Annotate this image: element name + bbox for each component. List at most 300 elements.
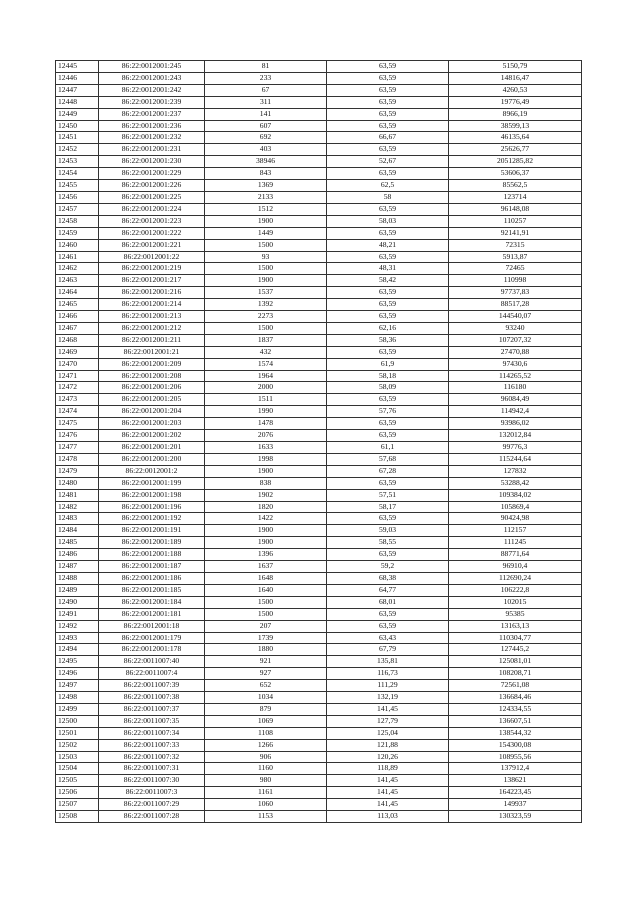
rate-cell: 111,29 — [327, 680, 449, 692]
cadastral-number-cell: 86:22:0012001:222 — [99, 227, 205, 239]
value-cell: 114265,52 — [449, 370, 582, 382]
area-cell: 1161 — [205, 787, 327, 799]
table-row — [56, 346, 582, 358]
area-cell: 1990 — [205, 406, 327, 418]
value-cell: 149937 — [449, 799, 582, 811]
value-cell: 25626,77 — [449, 144, 582, 156]
value-cell: 88517,28 — [449, 299, 582, 311]
row-number-cell: 12445 — [56, 61, 99, 73]
cadastral-number-cell: 86:22:0012001:229 — [99, 168, 205, 180]
rate-cell: 67,79 — [327, 644, 449, 656]
row-number-cell: 12485 — [56, 537, 99, 549]
cadastral-number-cell: 86:22:0012001:206 — [99, 382, 205, 394]
value-cell: 115244,64 — [449, 453, 582, 465]
row-number-cell: 12483 — [56, 513, 99, 525]
row-number-cell: 12487 — [56, 561, 99, 573]
row-number-cell: 12492 — [56, 620, 99, 632]
row-number-cell: 12505 — [56, 775, 99, 787]
cadastral-number-cell: 86:22:0012001:205 — [99, 394, 205, 406]
row-number-cell: 12507 — [56, 799, 99, 811]
cadastral-number-cell: 86:22:0012001:217 — [99, 275, 205, 287]
cadastral-number-cell: 86:22:0012001:203 — [99, 418, 205, 430]
rate-cell: 125,04 — [327, 727, 449, 739]
cadastral-value-table — [55, 60, 582, 823]
row-number-cell: 12465 — [56, 299, 99, 311]
cadastral-number-cell: 86:22:0012001:204 — [99, 406, 205, 418]
table-row — [56, 715, 582, 727]
cadastral-number-cell: 86:22:0012001:181 — [99, 608, 205, 620]
value-cell: 85562,5 — [449, 180, 582, 192]
cadastral-number-cell: 86:22:0012001:219 — [99, 263, 205, 275]
rate-cell: 121,88 — [327, 739, 449, 751]
row-number-cell: 12471 — [56, 370, 99, 382]
table-row — [56, 596, 582, 608]
value-cell: 93240 — [449, 322, 582, 334]
table-row — [56, 549, 582, 561]
table-row — [56, 632, 582, 644]
cadastral-number-cell: 86:22:0011007:35 — [99, 715, 205, 727]
row-number-cell: 12504 — [56, 763, 99, 775]
table-row — [56, 513, 582, 525]
value-cell: 111245 — [449, 537, 582, 549]
rate-cell: 63,59 — [327, 477, 449, 489]
area-cell: 207 — [205, 620, 327, 632]
rate-cell: 58 — [327, 191, 449, 203]
cadastral-number-cell: 86:22:0012001:216 — [99, 287, 205, 299]
cadastral-number-cell: 86:22:0012001:209 — [99, 358, 205, 370]
table-row — [56, 168, 582, 180]
rate-cell: 58,55 — [327, 537, 449, 549]
row-number-cell: 12501 — [56, 727, 99, 739]
table-row — [56, 215, 582, 227]
table-row — [56, 311, 582, 323]
row-number-cell: 12466 — [56, 311, 99, 323]
table-row — [56, 727, 582, 739]
table-row — [56, 156, 582, 168]
cadastral-number-cell: 86:22:0012001:221 — [99, 239, 205, 251]
row-number-cell: 12506 — [56, 787, 99, 799]
table-row — [56, 239, 582, 251]
area-cell: 1998 — [205, 453, 327, 465]
area-cell: 838 — [205, 477, 327, 489]
rate-cell: 118,89 — [327, 763, 449, 775]
rate-cell: 63,59 — [327, 203, 449, 215]
area-cell: 607 — [205, 120, 327, 132]
cadastral-number-cell: 86:22:0012001:21 — [99, 346, 205, 358]
cadastral-number-cell: 86:22:0012001:201 — [99, 442, 205, 454]
table-row — [56, 430, 582, 442]
area-cell: 1500 — [205, 322, 327, 334]
value-cell: 109384,02 — [449, 489, 582, 501]
cadastral-number-cell: 86:22:0012001:179 — [99, 632, 205, 644]
row-number-cell: 12502 — [56, 739, 99, 751]
table-row — [56, 442, 582, 454]
rate-cell: 116,73 — [327, 668, 449, 680]
row-number-cell: 12464 — [56, 287, 99, 299]
row-number-cell: 12451 — [56, 132, 99, 144]
row-number-cell: 12478 — [56, 453, 99, 465]
area-cell: 2133 — [205, 191, 327, 203]
area-cell: 311 — [205, 96, 327, 108]
row-number-cell: 12497 — [56, 680, 99, 692]
rate-cell: 127,79 — [327, 715, 449, 727]
area-cell: 1900 — [205, 465, 327, 477]
value-cell: 164223,45 — [449, 787, 582, 799]
rate-cell: 57,68 — [327, 453, 449, 465]
rate-cell: 63,59 — [327, 96, 449, 108]
row-number-cell: 12500 — [56, 715, 99, 727]
rate-cell: 58,03 — [327, 215, 449, 227]
area-cell: 1880 — [205, 644, 327, 656]
cadastral-number-cell: 86:22:0012001:213 — [99, 311, 205, 323]
area-cell: 403 — [205, 144, 327, 156]
value-cell: 88771,64 — [449, 549, 582, 561]
rate-cell: 61,1 — [327, 442, 449, 454]
row-number-cell: 12450 — [56, 120, 99, 132]
cadastral-number-cell: 86:22:0012001:196 — [99, 501, 205, 513]
row-number-cell: 12461 — [56, 251, 99, 263]
area-cell: 1739 — [205, 632, 327, 644]
rate-cell: 63,59 — [327, 108, 449, 120]
rate-cell: 141,45 — [327, 703, 449, 715]
row-number-cell: 12468 — [56, 334, 99, 346]
rate-cell: 68,01 — [327, 596, 449, 608]
value-cell: 53288,42 — [449, 477, 582, 489]
value-cell: 114942,4 — [449, 406, 582, 418]
table-row — [56, 668, 582, 680]
cadastral-number-cell: 86:22:0012001:232 — [99, 132, 205, 144]
value-cell: 53606,37 — [449, 168, 582, 180]
rate-cell: 63,59 — [327, 251, 449, 263]
rate-cell: 63,59 — [327, 61, 449, 73]
area-cell: 1537 — [205, 287, 327, 299]
table-row — [56, 191, 582, 203]
table-row — [56, 465, 582, 477]
value-cell: 116180 — [449, 382, 582, 394]
table-row — [56, 584, 582, 596]
rate-cell: 64,77 — [327, 584, 449, 596]
value-cell: 90424,98 — [449, 513, 582, 525]
rate-cell: 63,59 — [327, 394, 449, 406]
table-row — [56, 775, 582, 787]
table-row — [56, 287, 582, 299]
table-row — [56, 72, 582, 84]
cadastral-number-cell: 86:22:0012001:199 — [99, 477, 205, 489]
area-cell: 1449 — [205, 227, 327, 239]
cadastral-number-cell: 86:22:0012001:239 — [99, 96, 205, 108]
rate-cell: 63,59 — [327, 168, 449, 180]
cadastral-number-cell: 86:22:0012001:200 — [99, 453, 205, 465]
cadastral-number-cell: 86:22:0012001:212 — [99, 322, 205, 334]
cadastral-number-cell: 86:22:0012001:224 — [99, 203, 205, 215]
value-cell: 2051285,82 — [449, 156, 582, 168]
value-cell: 110257 — [449, 215, 582, 227]
area-cell: 1500 — [205, 596, 327, 608]
rate-cell: 57,76 — [327, 406, 449, 418]
table-row — [56, 703, 582, 715]
cadastral-number-cell: 86:22:0011007:31 — [99, 763, 205, 775]
value-cell: 19776,49 — [449, 96, 582, 108]
value-cell: 38599,13 — [449, 120, 582, 132]
row-number-cell: 12476 — [56, 430, 99, 442]
area-cell: 1902 — [205, 489, 327, 501]
rate-cell: 58,42 — [327, 275, 449, 287]
value-cell: 92141,91 — [449, 227, 582, 239]
value-cell: 96910,4 — [449, 561, 582, 573]
rate-cell: 63,59 — [327, 287, 449, 299]
row-number-cell: 12484 — [56, 525, 99, 537]
value-cell: 144540,07 — [449, 311, 582, 323]
table-row — [56, 787, 582, 799]
cadastral-number-cell: 86:22:0011007:32 — [99, 751, 205, 763]
cadastral-number-cell: 86:22:0012001:225 — [99, 191, 205, 203]
area-cell: 2000 — [205, 382, 327, 394]
value-cell: 96148,08 — [449, 203, 582, 215]
row-number-cell: 12480 — [56, 477, 99, 489]
area-cell: 38946 — [205, 156, 327, 168]
rate-cell: 63,59 — [327, 311, 449, 323]
rate-cell: 63,59 — [327, 299, 449, 311]
rate-cell: 63,59 — [327, 513, 449, 525]
area-cell: 432 — [205, 346, 327, 358]
rate-cell: 63,59 — [327, 72, 449, 84]
row-number-cell: 12460 — [56, 239, 99, 251]
value-cell: 154300,08 — [449, 739, 582, 751]
rate-cell: 141,45 — [327, 787, 449, 799]
cadastral-number-cell: 86:22:0012001:192 — [99, 513, 205, 525]
area-cell: 1637 — [205, 561, 327, 573]
row-number-cell: 12489 — [56, 584, 99, 596]
row-number-cell: 12474 — [56, 406, 99, 418]
row-number-cell: 12498 — [56, 692, 99, 704]
row-number-cell: 12459 — [56, 227, 99, 239]
table-row — [56, 322, 582, 334]
row-number-cell: 12448 — [56, 96, 99, 108]
table-row — [56, 299, 582, 311]
area-cell: 652 — [205, 680, 327, 692]
table-row — [56, 620, 582, 632]
table-row — [56, 382, 582, 394]
value-cell: 107207,32 — [449, 334, 582, 346]
table-row — [56, 120, 582, 132]
value-cell: 130323,59 — [449, 811, 582, 823]
rate-cell: 63,59 — [327, 144, 449, 156]
row-number-cell: 12446 — [56, 72, 99, 84]
value-cell: 112690,24 — [449, 572, 582, 584]
value-cell: 110998 — [449, 275, 582, 287]
area-cell: 1153 — [205, 811, 327, 823]
table-row — [56, 656, 582, 668]
rate-cell: 66,67 — [327, 132, 449, 144]
value-cell: 46135,64 — [449, 132, 582, 144]
row-number-cell: 12479 — [56, 465, 99, 477]
cadastral-number-cell: 86:22:0012001:208 — [99, 370, 205, 382]
area-cell: 1500 — [205, 239, 327, 251]
area-cell: 1069 — [205, 715, 327, 727]
cadastral-number-cell: 86:22:0012001:185 — [99, 584, 205, 596]
cadastral-number-cell: 86:22:0012001:231 — [99, 144, 205, 156]
area-cell: 233 — [205, 72, 327, 84]
cadastral-number-cell: 86:22:0012001:178 — [99, 644, 205, 656]
cadastral-number-cell: 86:22:0012001:226 — [99, 180, 205, 192]
cadastral-number-cell: 86:22:0012001:186 — [99, 572, 205, 584]
cadastral-number-cell: 86:22:0012001:236 — [99, 120, 205, 132]
area-cell: 692 — [205, 132, 327, 144]
table-row — [56, 203, 582, 215]
value-cell: 136607,51 — [449, 715, 582, 727]
area-cell: 1500 — [205, 608, 327, 620]
table-row — [56, 537, 582, 549]
rate-cell: 63,59 — [327, 549, 449, 561]
area-cell: 1369 — [205, 180, 327, 192]
area-cell: 1837 — [205, 334, 327, 346]
table-row — [56, 394, 582, 406]
table-row — [56, 180, 582, 192]
cadastral-number-cell: 86:22:0012001:187 — [99, 561, 205, 573]
area-cell: 906 — [205, 751, 327, 763]
area-cell: 1648 — [205, 572, 327, 584]
value-cell: 72465 — [449, 263, 582, 275]
value-cell: 93986,02 — [449, 418, 582, 430]
table-row — [56, 144, 582, 156]
row-number-cell: 12481 — [56, 489, 99, 501]
table-row — [56, 108, 582, 120]
table-row — [56, 358, 582, 370]
rate-cell: 67,28 — [327, 465, 449, 477]
value-cell: 132012,84 — [449, 430, 582, 442]
row-number-cell: 12463 — [56, 275, 99, 287]
rate-cell: 52,67 — [327, 156, 449, 168]
row-number-cell: 12473 — [56, 394, 99, 406]
value-cell: 108955,56 — [449, 751, 582, 763]
area-cell: 843 — [205, 168, 327, 180]
rate-cell: 63,59 — [327, 120, 449, 132]
value-cell: 72561,08 — [449, 680, 582, 692]
row-number-cell: 12503 — [56, 751, 99, 763]
cadastral-number-cell: 86:22:0012001:188 — [99, 549, 205, 561]
area-cell: 1900 — [205, 537, 327, 549]
row-number-cell: 12455 — [56, 180, 99, 192]
rate-cell: 63,59 — [327, 430, 449, 442]
value-cell: 5913,87 — [449, 251, 582, 263]
rate-cell: 63,59 — [327, 227, 449, 239]
cadastral-number-cell: 86:22:0011007:37 — [99, 703, 205, 715]
value-cell: 102015 — [449, 596, 582, 608]
table-row — [56, 406, 582, 418]
area-cell: 1034 — [205, 692, 327, 704]
value-cell: 97737,83 — [449, 287, 582, 299]
table-row — [56, 763, 582, 775]
cadastral-number-cell: 86:22:0011007:40 — [99, 656, 205, 668]
cadastral-number-cell: 86:22:0011007:4 — [99, 668, 205, 680]
cadastral-number-cell: 86:22:0012001:184 — [99, 596, 205, 608]
value-cell: 96084,49 — [449, 394, 582, 406]
area-cell: 1574 — [205, 358, 327, 370]
table-row — [56, 84, 582, 96]
table-row — [56, 418, 582, 430]
row-number-cell: 12467 — [56, 322, 99, 334]
area-cell: 1633 — [205, 442, 327, 454]
area-cell: 921 — [205, 656, 327, 668]
table-body — [56, 61, 582, 823]
table-row — [56, 644, 582, 656]
rate-cell: 61,9 — [327, 358, 449, 370]
row-number-cell: 12499 — [56, 703, 99, 715]
row-number-cell: 12496 — [56, 668, 99, 680]
row-number-cell: 12447 — [56, 84, 99, 96]
area-cell: 1392 — [205, 299, 327, 311]
row-number-cell: 12488 — [56, 572, 99, 584]
table-row — [56, 799, 582, 811]
row-number-cell: 12491 — [56, 608, 99, 620]
rate-cell: 58,09 — [327, 382, 449, 394]
rate-cell: 113,03 — [327, 811, 449, 823]
area-cell: 980 — [205, 775, 327, 787]
rate-cell: 141,45 — [327, 775, 449, 787]
area-cell: 1820 — [205, 501, 327, 513]
area-cell: 141 — [205, 108, 327, 120]
value-cell: 138544,32 — [449, 727, 582, 739]
area-cell: 1640 — [205, 584, 327, 596]
row-number-cell: 12475 — [56, 418, 99, 430]
rate-cell: 62,5 — [327, 180, 449, 192]
cadastral-number-cell: 86:22:0012001:242 — [99, 84, 205, 96]
rate-cell: 63,43 — [327, 632, 449, 644]
table-row — [56, 751, 582, 763]
cadastral-number-cell: 86:22:0012001:198 — [99, 489, 205, 501]
rate-cell: 58,17 — [327, 501, 449, 513]
area-cell: 1900 — [205, 525, 327, 537]
area-cell: 1060 — [205, 799, 327, 811]
value-cell: 138621 — [449, 775, 582, 787]
cadastral-number-cell: 86:22:0011007:29 — [99, 799, 205, 811]
cadastral-number-cell: 86:22:0011007:28 — [99, 811, 205, 823]
cadastral-number-cell: 86:22:0011007:38 — [99, 692, 205, 704]
rate-cell: 132,19 — [327, 692, 449, 704]
row-number-cell: 12456 — [56, 191, 99, 203]
row-number-cell: 12457 — [56, 203, 99, 215]
table-row — [56, 453, 582, 465]
area-cell: 67 — [205, 84, 327, 96]
cadastral-number-cell: 86:22:0011007:30 — [99, 775, 205, 787]
row-number-cell: 12494 — [56, 644, 99, 656]
table-row — [56, 608, 582, 620]
row-number-cell: 12462 — [56, 263, 99, 275]
rate-cell: 68,38 — [327, 572, 449, 584]
cadastral-number-cell: 86:22:0012001:18 — [99, 620, 205, 632]
cadastral-number-cell: 86:22:0011007:34 — [99, 727, 205, 739]
value-cell: 112157 — [449, 525, 582, 537]
area-cell: 2076 — [205, 430, 327, 442]
area-cell: 81 — [205, 61, 327, 73]
row-number-cell: 12508 — [56, 811, 99, 823]
row-number-cell: 12449 — [56, 108, 99, 120]
value-cell: 95385 — [449, 608, 582, 620]
value-cell: 123714 — [449, 191, 582, 203]
cadastral-number-cell: 86:22:0012001:223 — [99, 215, 205, 227]
row-number-cell: 12458 — [56, 215, 99, 227]
cadastral-number-cell: 86:22:0011007:39 — [99, 680, 205, 692]
area-cell: 879 — [205, 703, 327, 715]
cadastral-number-cell: 86:22:0012001:191 — [99, 525, 205, 537]
rate-cell: 58,36 — [327, 334, 449, 346]
cadastral-number-cell: 86:22:0012001:22 — [99, 251, 205, 263]
row-number-cell: 12477 — [56, 442, 99, 454]
value-cell: 136684,46 — [449, 692, 582, 704]
rate-cell: 57,51 — [327, 489, 449, 501]
row-number-cell: 12490 — [56, 596, 99, 608]
cadastral-number-cell: 86:22:0011007:3 — [99, 787, 205, 799]
